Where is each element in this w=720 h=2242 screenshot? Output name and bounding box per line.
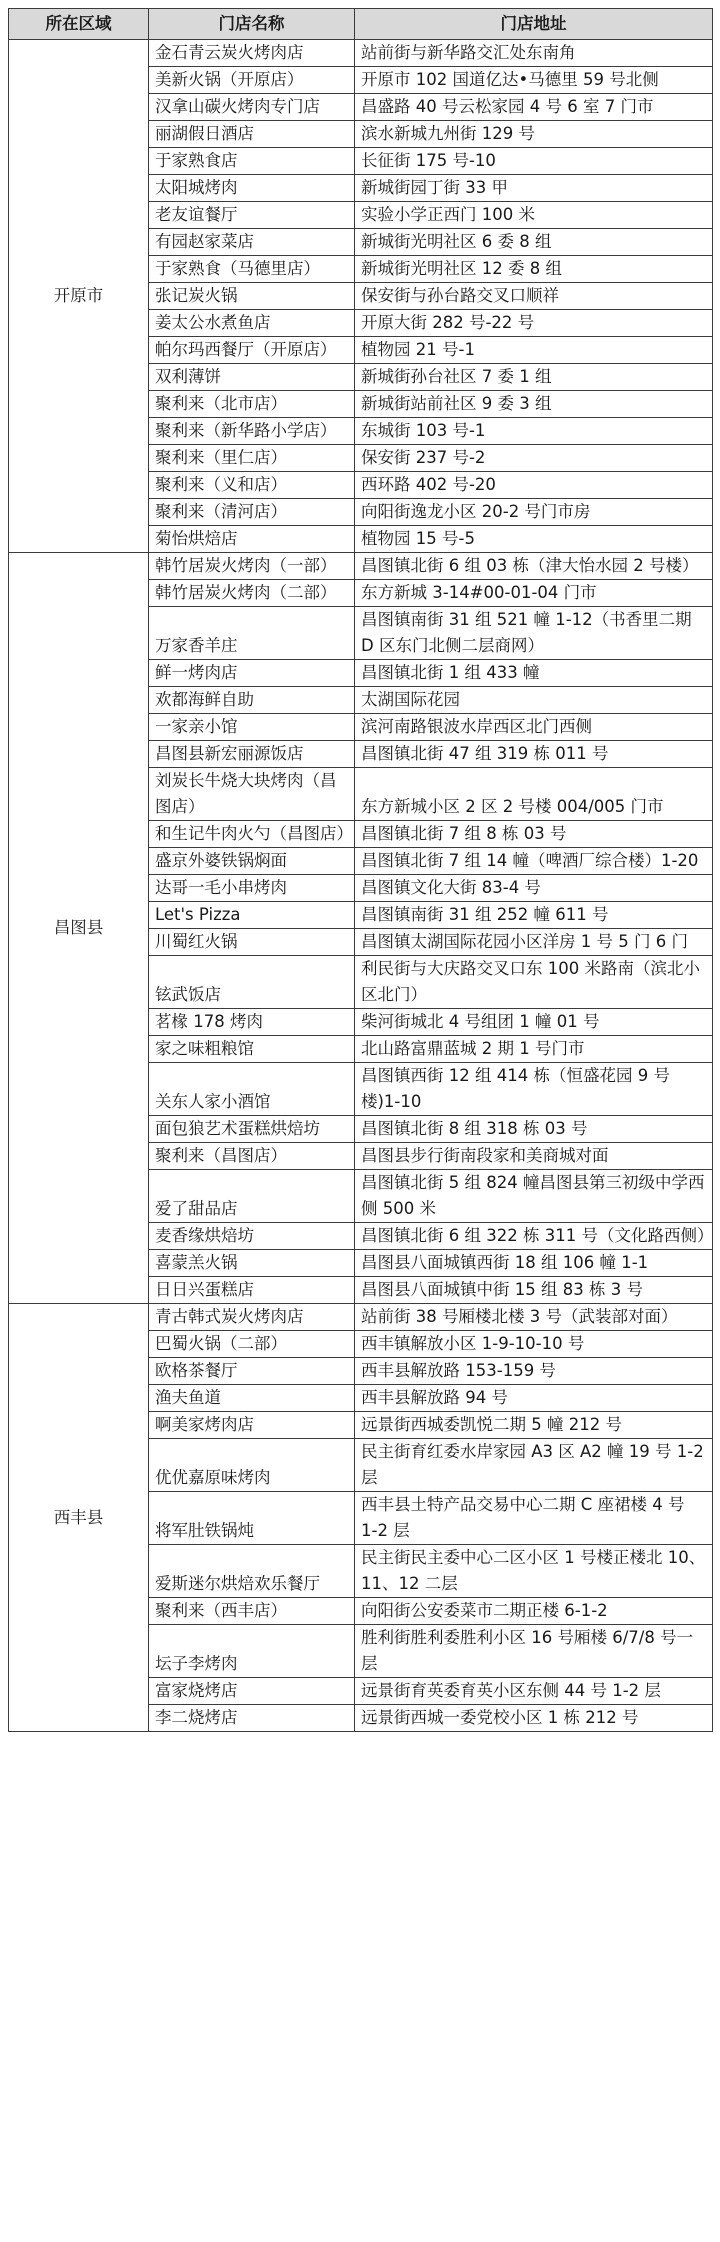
store-name-cell: 于家熟食（马德里店） <box>149 256 355 283</box>
store-name-cell: 美新火锅（开原店） <box>149 67 355 94</box>
store-address-cell: 太湖国际花园 <box>355 687 713 714</box>
store-name-cell: 聚利来（西丰店） <box>149 1598 355 1625</box>
store-address-cell: 站前街 38 号厢楼北楼 3 号（武装部对面） <box>355 1304 713 1331</box>
store-address-cell: 长征街 175 号-10 <box>355 148 713 175</box>
store-address-cell: 昌图镇北街 5 组 824 幢昌图县第三初级中学西侧 500 米 <box>355 1170 713 1223</box>
store-name-cell: 姜太公水煮鱼店 <box>149 310 355 337</box>
store-name-cell: 聚利来（北市店） <box>149 391 355 418</box>
store-address-cell: 昌图镇北街 6 组 03 栋（津大怡水园 2 号楼） <box>355 553 713 580</box>
store-name-cell: 喜蒙羔火锅 <box>149 1250 355 1277</box>
store-address-cell: 西丰镇解放小区 1-9-10-10 号 <box>355 1331 713 1358</box>
store-address-cell: 植物园 21 号-1 <box>355 337 713 364</box>
store-address-cell: 保安街与孙台路交叉口顺祥 <box>355 283 713 310</box>
store-name-cell: 韩竹居炭火烤肉（二部） <box>149 580 355 607</box>
store-address-cell: 昌图镇北街 1 组 433 幢 <box>355 660 713 687</box>
store-name-cell: 帕尔玛西餐厅（开原店） <box>149 337 355 364</box>
store-address-cell: 东城街 103 号-1 <box>355 418 713 445</box>
store-address-cell: 新城街园丁街 33 甲 <box>355 175 713 202</box>
store-name-cell: 张记炭火锅 <box>149 283 355 310</box>
store-address-cell: 保安街 237 号-2 <box>355 445 713 472</box>
store-name-cell: 将军肚铁锅炖 <box>149 1492 355 1545</box>
table-body <box>9 40 713 1732</box>
store-name-cell: 于家熟食店 <box>149 148 355 175</box>
region-cell: 昌图县 <box>9 553 149 1304</box>
store-name-cell: 铉武饭店 <box>149 956 355 1009</box>
store-name-cell: 渔夫鱼道 <box>149 1385 355 1412</box>
store-name-cell: Let's Pizza <box>149 902 355 929</box>
store-name-cell: 达哥一毛小串烤肉 <box>149 875 355 902</box>
store-name-cell: 韩竹居炭火烤肉（一部） <box>149 553 355 580</box>
store-name-cell: 聚利来（清河店） <box>149 499 355 526</box>
store-address-cell: 西丰县解放路 153-159 号 <box>355 1358 713 1385</box>
store-name-cell: 万家香羊庄 <box>149 607 355 660</box>
store-address-cell: 西丰县解放路 94 号 <box>355 1385 713 1412</box>
store-address-cell: 新城街孙台社区 7 委 1 组 <box>355 364 713 391</box>
store-name-cell: 丽湖假日酒店 <box>149 121 355 148</box>
store-name-cell: 面包狼艺术蛋糕烘焙坊 <box>149 1116 355 1143</box>
store-name-cell: 菊怡烘焙店 <box>149 526 355 553</box>
store-name-cell: 川蜀红火锅 <box>149 929 355 956</box>
store-name-cell: 优优嘉原味烤肉 <box>149 1439 355 1492</box>
store-address-cell: 昌盛路 40 号云松家园 4 号 6 室 7 门市 <box>355 94 713 121</box>
store-name-cell: 盛京外婆铁锅焖面 <box>149 848 355 875</box>
store-address-cell: 西环路 402 号-20 <box>355 472 713 499</box>
store-address-cell: 滨水新城九州街 129 号 <box>355 121 713 148</box>
store-name-cell: 家之味粗粮馆 <box>149 1036 355 1063</box>
header-row <box>9 9 713 40</box>
store-name-cell: 聚利来（昌图店） <box>149 1143 355 1170</box>
store-name-cell: 啊美家烤肉店 <box>149 1412 355 1439</box>
store-address-cell: 向阳街公安委菜市二期正楼 6-1-2 <box>355 1598 713 1625</box>
region-cell: 开原市 <box>9 40 149 553</box>
store-address-cell: 远景街西城委凯悦二期 5 幢 212 号 <box>355 1412 713 1439</box>
store-name-cell: 欧格茶餐厅 <box>149 1358 355 1385</box>
store-address-cell: 东方新城小区 2 区 2 号楼 004/005 门市 <box>355 768 713 821</box>
store-address-cell: 昌图镇南街 31 组 252 幢 611 号 <box>355 902 713 929</box>
store-name-cell: 麦香缘烘焙坊 <box>149 1223 355 1250</box>
store-name-cell: 刘炭长牛烧大块烤肉（昌图店） <box>149 768 355 821</box>
store-name-cell: 李二烧烤店 <box>149 1705 355 1732</box>
store-address-cell: 滨河南路银波水岸西区北门西侧 <box>355 714 713 741</box>
store-name-cell: 昌图县新宏丽源饭店 <box>149 741 355 768</box>
table-row <box>9 1304 713 1331</box>
store-name-cell: 和生记牛肉火勺（昌图店） <box>149 821 355 848</box>
store-name-cell: 双利薄饼 <box>149 364 355 391</box>
store-name-cell: 欢都海鲜自助 <box>149 687 355 714</box>
store-address-cell: 柴河街城北 4 号组团 1 幢 01 号 <box>355 1009 713 1036</box>
store-address-cell: 昌图镇西街 12 组 414 栋（恒盛花园 9 号楼)1-10 <box>355 1063 713 1116</box>
table-row <box>9 553 713 580</box>
store-name-cell: 聚利来（新华路小学店） <box>149 418 355 445</box>
store-name-cell: 坛子李烤肉 <box>149 1625 355 1678</box>
store-name-cell: 巴蜀火锅（二部） <box>149 1331 355 1358</box>
store-address-cell: 西丰县土特产品交易中心二期 C 座裙楼 4 号 1-2 层 <box>355 1492 713 1545</box>
store-address-cell: 利民街与大庆路交叉口东 100 米路南（滨北小区北门） <box>355 956 713 1009</box>
store-name-cell: 富家烧烤店 <box>149 1678 355 1705</box>
store-name-cell: 一家亲小馆 <box>149 714 355 741</box>
store-name-cell: 有园赵家菜店 <box>149 229 355 256</box>
store-address-cell: 新城街光明社区 6 委 8 组 <box>355 229 713 256</box>
store-name-cell: 聚利来（里仁店） <box>149 445 355 472</box>
store-name-cell: 日日兴蛋糕店 <box>149 1277 355 1304</box>
store-address-cell: 昌图镇北街 7 组 8 栋 03 号 <box>355 821 713 848</box>
store-name-cell: 关东人家小酒馆 <box>149 1063 355 1116</box>
store-address-cell: 昌图镇北街 6 组 322 栋 311 号（文化路西侧） <box>355 1223 713 1250</box>
store-address-cell: 远景街西城一委党校小区 1 栋 212 号 <box>355 1705 713 1732</box>
header-region: 所在区域 <box>9 9 149 40</box>
store-address-cell: 昌图镇太湖国际花园小区洋房 1 号 5 门 6 门 <box>355 929 713 956</box>
store-name-cell: 青古韩式炭火烤肉店 <box>149 1304 355 1331</box>
store-address-cell: 胜利街胜利委胜利小区 16 号厢楼 6/7/8 号一层 <box>355 1625 713 1678</box>
store-address-cell: 东方新城 3-14#00-01-04 门市 <box>355 580 713 607</box>
store-name-cell: 汉拿山碳火烤肉专门店 <box>149 94 355 121</box>
store-address-cell: 向阳街逸龙小区 20-2 号门市房 <box>355 499 713 526</box>
store-address-cell: 昌图县八面城镇西街 18 组 106 幢 1-1 <box>355 1250 713 1277</box>
table-row <box>9 40 713 67</box>
store-address-cell: 昌图镇北街 47 组 319 栋 011 号 <box>355 741 713 768</box>
store-address-cell: 实验小学正西门 100 米 <box>355 202 713 229</box>
store-name-cell: 金石青云炭火烤肉店 <box>149 40 355 67</box>
store-name-cell: 茗椽 178 烤肉 <box>149 1009 355 1036</box>
header-store-address: 门店地址 <box>355 9 713 40</box>
store-address-cell: 昌图镇北街 7 组 14 幢（啤酒厂综合楼）1-20 <box>355 848 713 875</box>
header-store-name: 门店名称 <box>149 9 355 40</box>
store-address-cell: 昌图县八面城镇中街 15 组 83 栋 3 号 <box>355 1277 713 1304</box>
store-address-cell: 昌图镇北街 8 组 318 栋 03 号 <box>355 1116 713 1143</box>
store-address-cell: 远景街育英委育英小区东侧 44 号 1-2 层 <box>355 1678 713 1705</box>
store-name-cell: 太阳城烤肉 <box>149 175 355 202</box>
store-address-cell: 昌图县步行街南段家和美商城对面 <box>355 1143 713 1170</box>
region-cell: 西丰县 <box>9 1304 149 1732</box>
store-table <box>8 8 713 1732</box>
store-address-cell: 站前街与新华路交汇处东南角 <box>355 40 713 67</box>
store-address-cell: 植物园 15 号-5 <box>355 526 713 553</box>
store-address-cell: 开原大街 282 号-22 号 <box>355 310 713 337</box>
store-address-cell: 民主街育红委水岸家园 A3 区 A2 幢 19 号 1-2 层 <box>355 1439 713 1492</box>
store-name-cell: 爱了甜品店 <box>149 1170 355 1223</box>
store-address-cell: 昌图镇南街 31 组 521 幢 1-12（书香里二期 D 区东门北侧二层商网） <box>355 607 713 660</box>
store-name-cell: 聚利来（义和店） <box>149 472 355 499</box>
store-address-cell: 新城街站前社区 9 委 3 组 <box>355 391 713 418</box>
store-name-cell: 老友谊餐厅 <box>149 202 355 229</box>
store-address-cell: 新城街光明社区 12 委 8 组 <box>355 256 713 283</box>
store-address-cell: 北山路富鼎蓝城 2 期 1 号门市 <box>355 1036 713 1063</box>
store-address-cell: 昌图镇文化大街 83-4 号 <box>355 875 713 902</box>
store-name-cell: 鲜一烤肉店 <box>149 660 355 687</box>
store-name-cell: 爱斯迷尔烘焙欢乐餐厅 <box>149 1545 355 1598</box>
table-header <box>9 9 713 40</box>
store-address-cell: 民主街民主委中心二区小区 1 号楼正楼北 10、11、12 二层 <box>355 1545 713 1598</box>
store-address-cell: 开原市 102 国道亿达•马德里 59 号北侧 <box>355 67 713 94</box>
